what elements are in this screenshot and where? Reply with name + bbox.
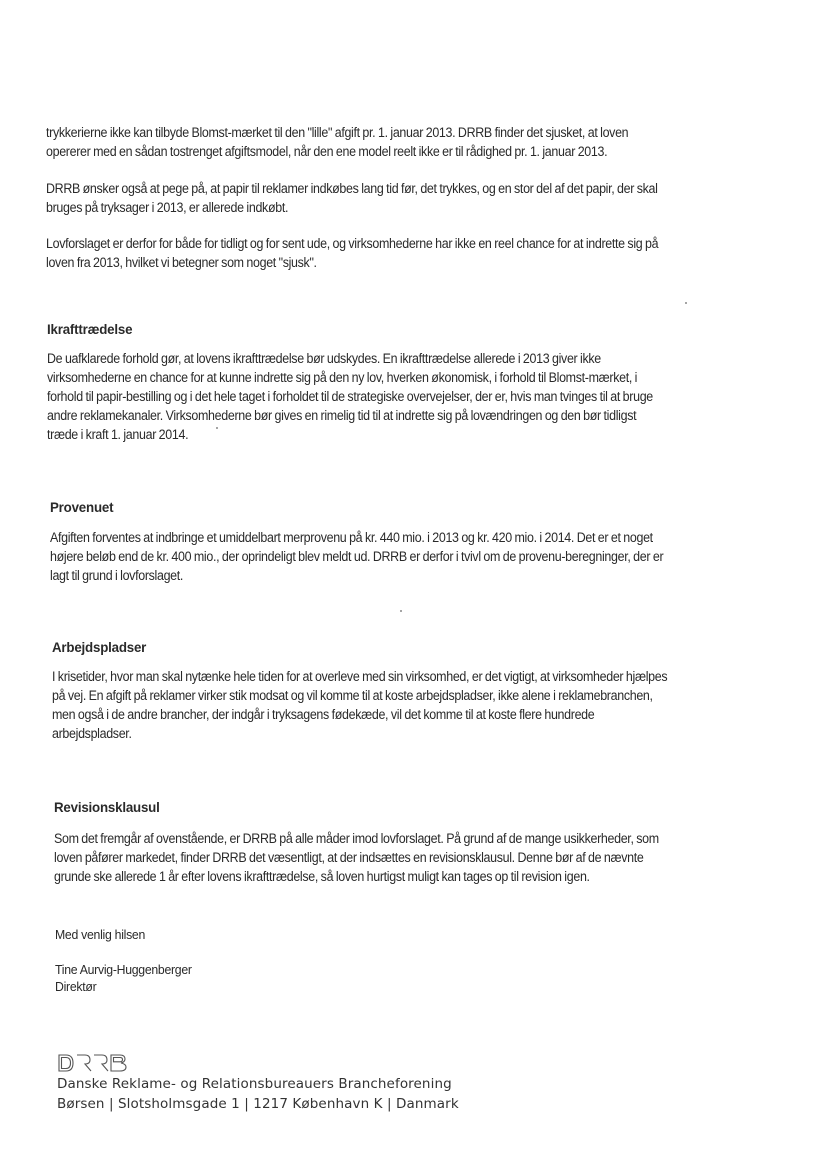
drrb-logo xyxy=(57,1052,129,1074)
text-line: Som det fremgår af ovenstående, er DRRB på alle måder imod lovforslaget. På grund af de mange usikkerheder, som xyxy=(54,831,659,846)
text-line: opererer med en sådan tostrenget afgiftsmodel, når den ene model reelt ikke er til rådighed pr. 1. januar 2013. xyxy=(46,144,608,159)
section-text-arbejdspladser xyxy=(52,667,667,743)
section-text-ikrafttraedelse xyxy=(47,349,653,444)
section-heading-ikrafttraedelse: Ikrafttrædelse xyxy=(47,321,133,337)
paragraph-1 xyxy=(46,123,628,161)
text-line: De uafklarede forhold gør, at lovens ikrafttrædelse bør udskydes. En ikrafttrædelse allerede i 2013 giver ikke xyxy=(47,351,601,366)
section-text-provenuet xyxy=(50,528,663,585)
text-line: DRRB ønsker også at pege på, at papir til reklamer indkøbes lang tid før, det trykkes, og en stor del af det papir, der skal xyxy=(46,181,658,196)
text-line: forhold til papir-bestilling og i det hele taget i forholdet til de strategiske overvejelser, der er, hvis man tvinges til at bruge xyxy=(47,389,653,404)
scan-speck xyxy=(400,610,402,612)
text-line: andre reklamekanaler. Virksomhederne bør gives en rimelig tid til at indrette sig på lovændringen og den bør tidligst xyxy=(47,408,637,423)
section-heading-arbejdspladser: Arbejdspladser xyxy=(52,639,147,655)
letterhead-footer xyxy=(57,1052,459,1114)
organization-name: Danske Reklame- og Relationsbureauers Brancheforening xyxy=(57,1076,452,1092)
text-line: men også i de andre brancher, der indgår i tryksagens fødekæde, vil det komme til at koste flere hundrede xyxy=(52,707,595,722)
text-line: grunde ske allerede 1 år efter lovens ikrafttrædelse, så loven hurtigst muligt kan tages op til revision igen. xyxy=(54,869,590,884)
text-line: arbejdspladser. xyxy=(52,726,132,741)
signatory-title: Direktør xyxy=(55,979,97,994)
text-line: træde i kraft 1. januar 2014. xyxy=(47,427,189,442)
signatory-name: Tine Aurvig-Huggenberger xyxy=(55,962,192,977)
paragraph-2 xyxy=(46,179,658,217)
scan-speck xyxy=(216,427,218,429)
text-line: på vej. En afgift på reklamer virker stik modsat og vil komme til at koste arbejdspladser, ikke alene i reklamebranchen, xyxy=(52,688,653,703)
text-line: Lovforslaget er derfor for både for tidligt og for sent ude, og virksomhederne har ikke en reel chance for at indrette sig på xyxy=(46,236,659,251)
text-line: I krisetider, hvor man skal nytænke hele tiden for at overleve med sin virksomhed, er det vigtigt, at virksomheder hjælpes xyxy=(52,669,668,684)
text-line: trykkerierne ikke kan tilbyde Blomst-mærket til den "lille" afgift pr. 1. januar 2013. DRRB finder det sjusket, at loven xyxy=(46,125,629,140)
text-line: virksomhederne en chance for at kunne indrette sig på den ny lov, hverken økonomisk, i forhold til Blomst-mærket, i xyxy=(47,370,638,385)
text-line: højere beløb end de kr. 400 mio., der oprindeligt blev meldt ud. DRRB er derfor i tvivl om de provenu-beregninger, der er xyxy=(50,549,664,564)
text-line: loven fra 2013, hvilket vi betegner som noget "sjusk". xyxy=(46,255,317,270)
signatory-block xyxy=(55,961,192,995)
section-heading-provenuet: Provenuet xyxy=(50,499,114,515)
text-line: Afgiften forventes at indbringe et umiddelbart merprovenu på kr. 440 mio. i 2013 og kr. 420 mio. i 2014. Det er et noget xyxy=(50,530,653,545)
scan-speck xyxy=(685,302,687,304)
text-line: lagt til grund i lovforslaget. xyxy=(50,568,184,583)
paragraph-3 xyxy=(46,234,658,272)
text-line: bruges på tryksager i 2013, er allerede indkøbt. xyxy=(46,200,289,215)
organization-address: Børsen | Slotsholmsgade 1 | 1217 København K | Danmark xyxy=(57,1096,459,1112)
section-text-revisionsklausul xyxy=(54,829,659,886)
closing-greeting: Med venlig hilsen xyxy=(55,927,146,942)
text-line: loven påfører markedet, finder DRRB det væsentligt, at der indsættes en revisionsklausul. Denne bør af de nævnte xyxy=(54,850,644,865)
section-heading-revisionsklausul: Revisionsklausul xyxy=(54,799,160,815)
